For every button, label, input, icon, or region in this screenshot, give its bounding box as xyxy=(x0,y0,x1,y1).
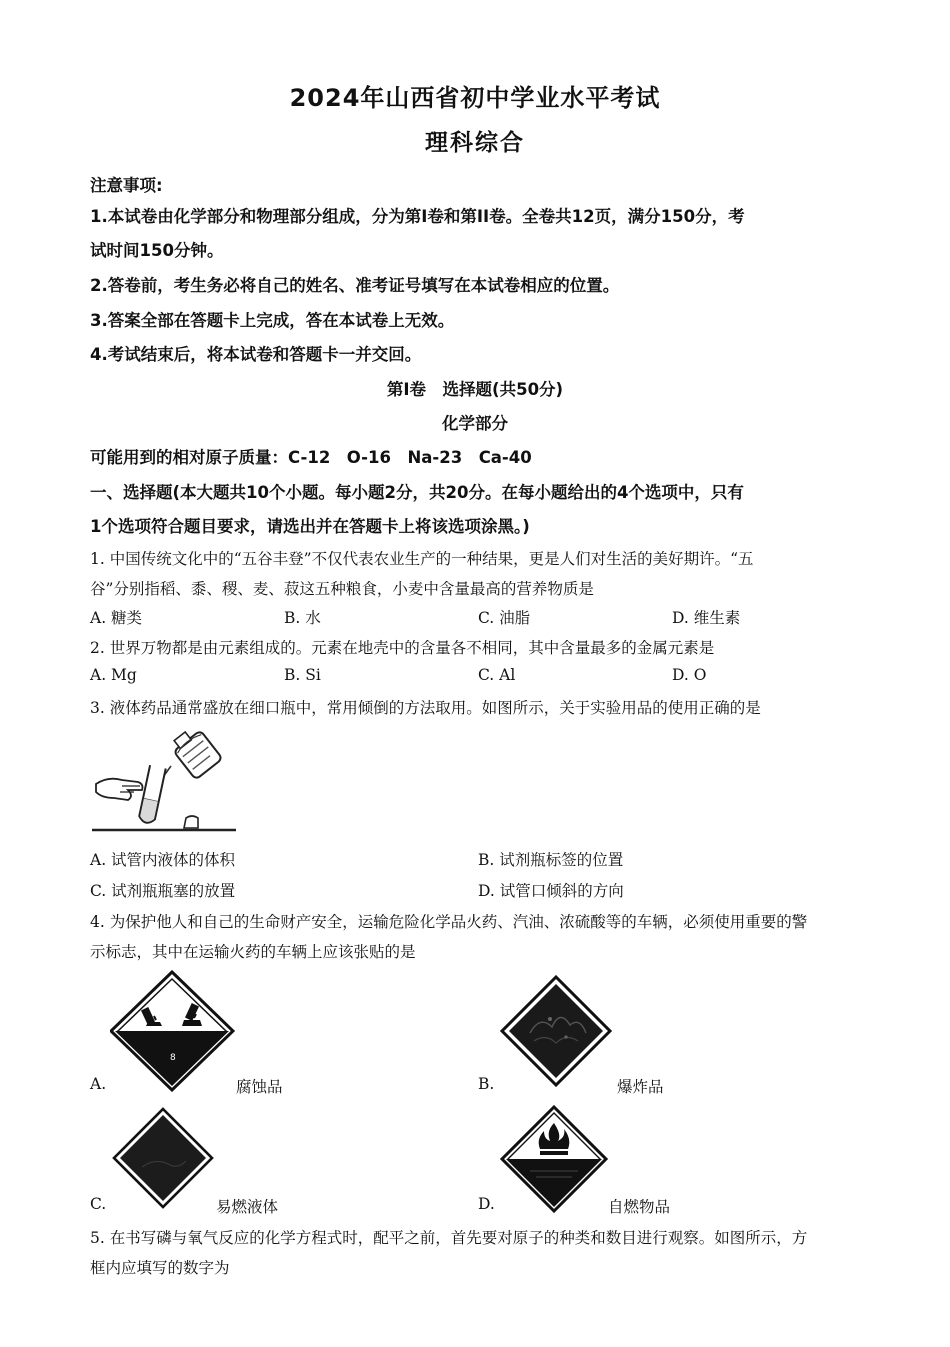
q2-option-b: B. Si xyxy=(284,666,321,684)
q2-option-a: A. Mg xyxy=(90,666,137,684)
notice-item-2: 2.答卷前，考生务必将自己的姓名、准考证号填写在本试卷相应的位置。 xyxy=(90,276,620,295)
q3-option-a: A. 试管内液体的体积 xyxy=(90,851,236,869)
q3-option-c: C. 试剂瓶瓶塞的放置 xyxy=(90,882,236,900)
notice-item-1-line-2: 试时间150分钟。 xyxy=(90,241,224,260)
q3-option-d: D. 试管口倾斜的方向 xyxy=(478,882,624,900)
notice-heading: 注意事项: xyxy=(90,176,163,195)
notice-item-4: 4.考试结束后，将本试卷和答题卡一并交回。 xyxy=(90,345,422,364)
part-heading: 化学部分 xyxy=(442,414,508,433)
q2-option-d: D. O xyxy=(672,666,707,684)
section-instruction-line-2: 1个选项符合题目要求，请选出并在答题卡上将该选项涂黑。) xyxy=(90,517,530,536)
corrosive-sign-icon xyxy=(110,970,235,1092)
question-3: 3. 液体药品通常盛放在细口瓶中，常用倾倒的方法取用。如图所示，关于实验用品的使用正确的是 xyxy=(90,699,761,717)
q1-option-c: C. 油脂 xyxy=(478,609,531,627)
q3-option-b: B. 试剂瓶标签的位置 xyxy=(478,851,624,869)
question-5-line-1: 5. 在书写磷与氧气反应的化学方程式时，配平之前，首先要对原子的种类和数目进行观察。如图所示，方 xyxy=(90,1229,808,1247)
atomic-mass-line: 可能用到的相对原子质量：C-12 O-16 Na-23 Ca-40 xyxy=(90,448,532,467)
q1-option-b: B. 水 xyxy=(284,609,321,627)
q4-option-d-letter: D. xyxy=(478,1195,495,1213)
spontaneous-combustion-sign-icon xyxy=(500,1105,608,1213)
q4-option-d-label: 自燃物品 xyxy=(608,1198,671,1216)
volume-heading: 第I卷 选择题(共50分) xyxy=(386,380,564,399)
q4-option-c-label: 易燃液体 xyxy=(216,1198,279,1216)
svg-text:8: 8 xyxy=(170,1053,176,1063)
question-1-line-2: 谷”分别指稻、黍、稷、麦、菽这五种粮食，小麦中含量最高的营养物质是 xyxy=(90,580,594,598)
q4-option-c-letter: C. xyxy=(90,1195,107,1213)
q4-option-b-letter: B. xyxy=(478,1075,495,1093)
question-4-line-2: 示标志，其中在运输火药的车辆上应该张贴的是 xyxy=(90,943,416,961)
question-1-line-1: 1. 中国传统文化中的“五谷丰登”不仅代表农业生产的一种结果，更是人们对生活的美好期许。“五 xyxy=(90,550,754,568)
section-instruction-line-1: 一、选择题(本大题共10个小题。每小题2分，共20分。在每小题给出的4个选项中，只有 xyxy=(90,483,744,502)
q1-option-a: A. 糖类 xyxy=(90,609,143,627)
pouring-liquid-figure xyxy=(88,726,240,836)
explosive-sign-icon xyxy=(500,975,612,1087)
exam-subtitle: 理科综合 xyxy=(425,130,525,156)
question-4-line-1: 4. 为保护他人和自己的生命财产安全，运输危险化学品火药、汽油、浓硫酸等的车辆，必须使用重要的警 xyxy=(90,913,808,931)
q4-option-a-letter: A. xyxy=(90,1075,107,1093)
question-2: 2. 世界万物都是由元素组成的。元素在地壳中的含量各不相同，其中含量最多的金属元素是 xyxy=(90,639,715,657)
flammable-liquid-sign-icon xyxy=(112,1107,214,1209)
q2-option-c: C. Al xyxy=(478,666,516,684)
notice-item-3: 3.答案全部在答题卡上完成，答在本试卷上无效。 xyxy=(90,311,455,330)
notice-item-1-line-1: 1.本试卷由化学部分和物理部分组成，分为第I卷和第II卷。全卷共12页，满分150分，考 xyxy=(90,207,745,226)
question-5-line-2: 框内应填写的数字为 xyxy=(90,1259,230,1277)
q4-option-b-label: 爆炸品 xyxy=(617,1078,664,1096)
q1-option-d: D. 维生素 xyxy=(672,609,741,627)
exam-title: 2024年山西省初中学业水平考试 xyxy=(289,84,661,112)
q4-option-a-label: 腐蚀品 xyxy=(236,1078,283,1096)
